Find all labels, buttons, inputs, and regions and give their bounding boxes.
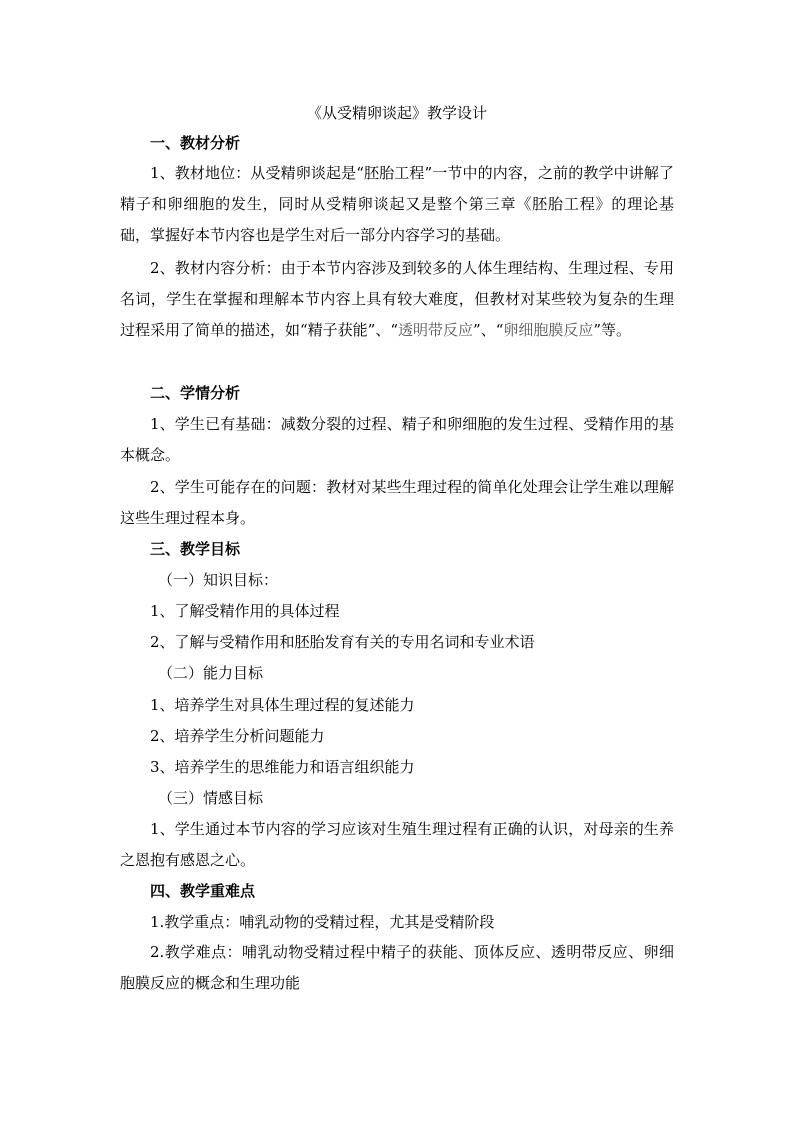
paragraph-textbook-position: 1、教材地位：从受精卵谈起是“胚胎工程”一节中的内容，之前的教学中讲解了精子和卵细胞的发生，同时从受精卵谈起又是整个第三章《胚胎工程》的理论基础，掌握好本节内容也是学生对后一部分内容学习的基础。 [120, 164, 674, 244]
difficult-point: 2.教学难点：哺乳动物受精过程中精子的获能、顶体反应、透明带反应、卵细胞膜反应的概念和生理功能 [120, 943, 674, 992]
paragraph-text: 2、教材内容分析：由于本节内容涉及到较多的人体生理结构、生理过程、专用名词，学生在掌握和理解本节内容上具有较大难度，但教材对某些较为复杂的生理过程采用了简单的描述，如“精子获能”、“ [120, 259, 674, 339]
term-zona-reaction: 透明带反应 [398, 321, 474, 339]
ability-objective-2: 2、培养学生分析问题能力 [150, 727, 325, 745]
ability-objective-3: 3、培养学生的思维能力和语言组织能力 [150, 758, 415, 776]
section-heading-objectives: 三、教学目标 [150, 540, 241, 558]
term-membrane-reaction: 卵细胞膜反应 [503, 321, 594, 339]
ability-objective-1: 1、培养学生对具体生理过程的复述能力 [150, 696, 415, 714]
knowledge-objective-1: 1、了解受精作用的具体过程 [150, 602, 340, 620]
section-heading-key-points: 四、教学重难点 [150, 882, 256, 900]
section-heading-textbook-analysis: 一、教材分析 [150, 134, 241, 152]
key-point: 1.教学重点：哺乳动物的受精过程，尤其是受精阶段 [150, 913, 495, 931]
section-heading-student-analysis: 二、学情分析 [150, 384, 241, 402]
document-title: 《从受精卵谈起》教学设计 [306, 104, 487, 122]
knowledge-objective-2: 2、了解与受精作用和胚胎发育有关的专用名词和专业术语 [150, 633, 535, 651]
ability-objectives-label: （二）能力目标 [158, 664, 264, 682]
paragraph-text: ”等。 [593, 321, 632, 339]
knowledge-objectives-label: （一）知识目标： [158, 571, 279, 589]
emotion-objective-1: 1、学生通过本节内容的学习应该对生殖生理过程有正确的认识，对母亲的生养之恩抱有感恩之心。 [120, 820, 674, 869]
paragraph-student-problems: 2、学生可能存在的问题：教材对某些生理过程的简单化处理会让学生难以理解这些生理过程本身。 [120, 478, 674, 527]
emotion-objectives-label: （三）情感目标 [158, 789, 264, 807]
paragraph-textbook-content [120, 253, 674, 346]
paragraph-text: ”、“ [473, 321, 504, 339]
paragraph-student-basis: 1、学生已有基础：减数分裂的过程、精子和卵细胞的发生过程、受精作用的基本概念。 [120, 415, 674, 464]
